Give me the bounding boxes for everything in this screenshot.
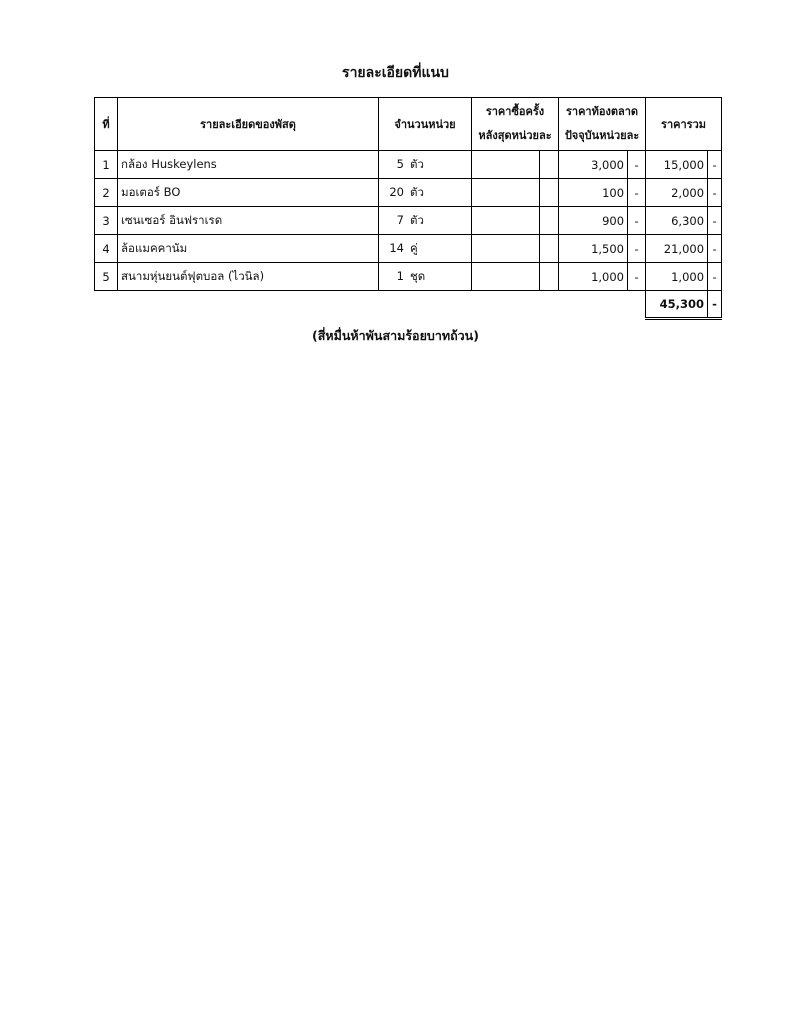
grand-total: 45,300 (646, 291, 708, 319)
row-no: 5 (95, 263, 118, 291)
row-market-price: 1,500 (559, 235, 628, 263)
row-last-price-satang (540, 207, 559, 235)
table-row (95, 179, 722, 207)
row-total: 6,300 (646, 207, 708, 235)
items-table (94, 97, 722, 320)
row-total: 21,000 (646, 235, 708, 263)
row-description: เซนเซอร์ อินฟราเรด (118, 207, 379, 235)
header-no: ที่ (95, 98, 118, 151)
row-total: 2,000 (646, 179, 708, 207)
row-description: ล้อแมคคานัม (118, 235, 379, 263)
row-market-satang: - (628, 179, 646, 207)
row-total-satang: - (708, 263, 722, 291)
row-quantity: 1 ชุด (379, 263, 472, 291)
table-row (95, 263, 722, 291)
row-last-price-satang (540, 151, 559, 179)
row-quantity: 20 ตัว (379, 179, 472, 207)
row-last-price (472, 263, 540, 291)
header-row (95, 98, 722, 151)
row-total: 15,000 (646, 151, 708, 179)
table-row (95, 207, 722, 235)
row-total-satang: - (708, 235, 722, 263)
row-market-price: 3,000 (559, 151, 628, 179)
table-row (95, 235, 722, 263)
row-total-satang: - (708, 207, 722, 235)
amount-in-words: (สี่หมื่นห้าพันสามร้อยบาทถ้วน) (312, 328, 479, 343)
row-description: สนามหุ่นยนต์ฟุตบอล (ไวนิล) (118, 263, 379, 291)
grand-total-row (95, 291, 722, 319)
table-row (95, 151, 722, 179)
row-last-price (472, 179, 540, 207)
grand-total-spacer (95, 291, 646, 319)
header-description: รายละเอียดของพัสดุ (118, 98, 379, 151)
row-no: 4 (95, 235, 118, 263)
row-last-price-satang (540, 263, 559, 291)
page-title: รายละเอียดที่แนบ (342, 65, 449, 81)
row-last-price (472, 235, 540, 263)
row-market-satang: - (628, 235, 646, 263)
row-no: 3 (95, 207, 118, 235)
row-description: กล้อง Huskeylens (118, 151, 379, 179)
row-market-satang: - (628, 151, 646, 179)
row-market-price: 1,000 (559, 263, 628, 291)
grand-total-satang: - (708, 291, 722, 319)
row-market-price: 900 (559, 207, 628, 235)
row-market-satang: - (628, 207, 646, 235)
row-last-price (472, 151, 540, 179)
row-last-price-satang (540, 179, 559, 207)
row-no: 1 (95, 151, 118, 179)
header-total: ราคารวม (646, 98, 722, 151)
row-last-price-satang (540, 235, 559, 263)
row-market-satang: - (628, 263, 646, 291)
row-no: 2 (95, 179, 118, 207)
row-quantity: 14 คู่ (379, 235, 472, 263)
row-quantity: 5 ตัว (379, 151, 472, 179)
row-last-price (472, 207, 540, 235)
row-total-satang: - (708, 179, 722, 207)
header-market-price: ราคาท้องตลาด ปัจจุบันหน่วยละ (559, 98, 646, 151)
header-quantity: จำนวนหน่วย (379, 98, 472, 151)
header-last-price: ราคาซื้อครั้ง หลังสุดหน่วยละ (472, 98, 559, 151)
row-total-satang: - (708, 151, 722, 179)
row-description: มอเตอร์ BO (118, 179, 379, 207)
row-quantity: 7 ตัว (379, 207, 472, 235)
row-market-price: 100 (559, 179, 628, 207)
row-total: 1,000 (646, 263, 708, 291)
